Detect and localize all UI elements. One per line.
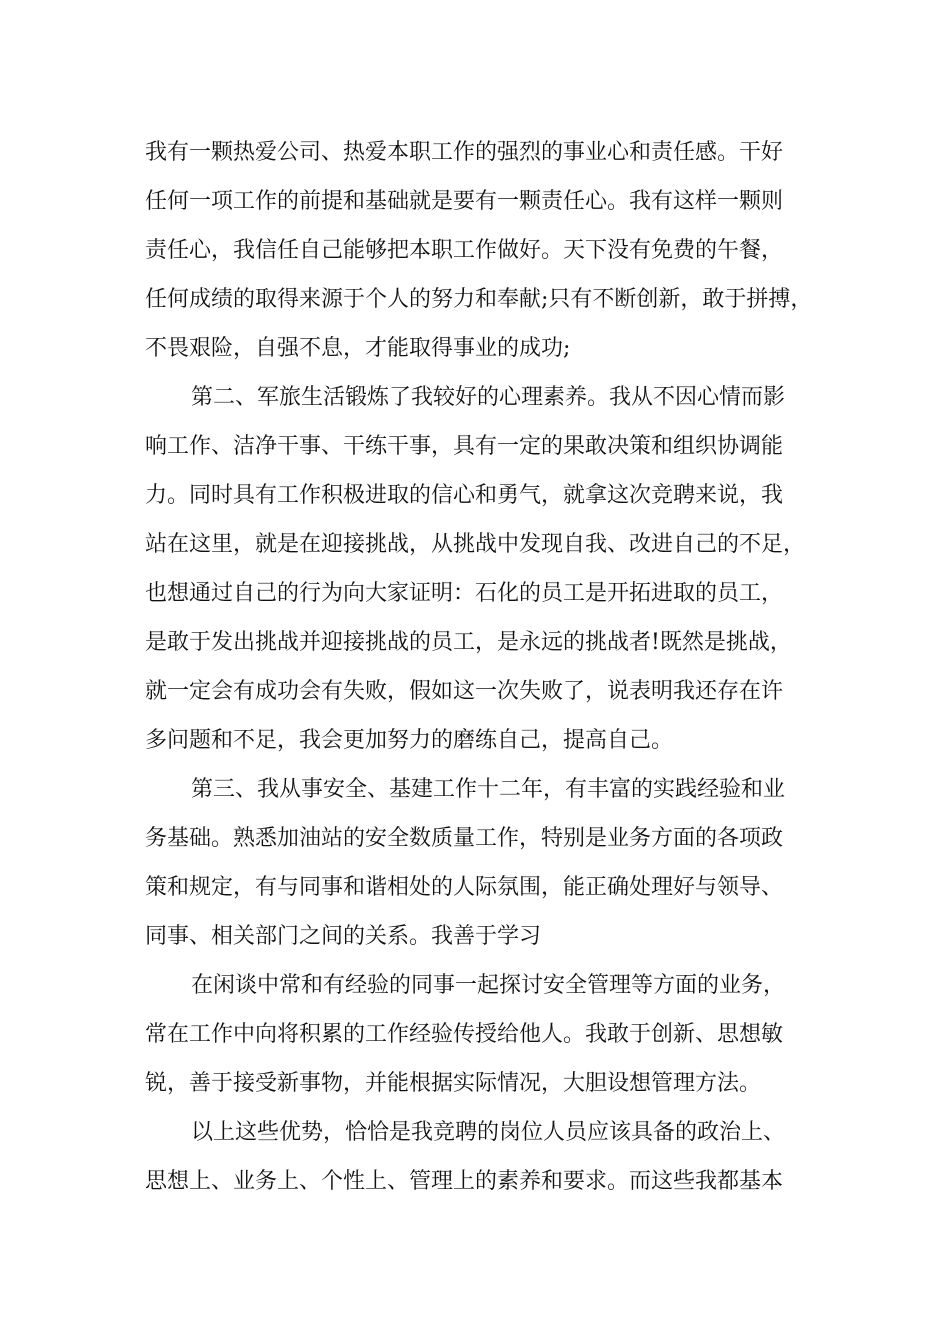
document-body (145, 128, 835, 1206)
text-line: 不畏艰险，自强不息，才能取得事业的成功; (145, 336, 571, 361)
text-line: 常在工作中向将积累的工作经验传授给他人。我敢于创新、思想敏 (145, 1022, 784, 1047)
paragraph-first-line: 第三、我从事安全、基建工作十二年，有丰富的实践经验和业 (191, 777, 786, 802)
text-line: 策和规定，有与同事和谐相处的人际氛围，能正确处理好与领导、 (145, 875, 784, 900)
text-line: 务基础。熟悉加油站的安全数质量工作，特别是业务方面的各项政 (145, 826, 784, 851)
text-line: 力。同时具有工作积极进取的信心和勇气，就拿这次竞聘来说，我 (145, 483, 784, 508)
text-line: 就一定会有成功会有失败，假如这一次失败了，说表明我还存在许 (145, 679, 784, 704)
text-line: 责任心，我信任自己能够把本职工作做好。天下没有免费的午餐， (145, 238, 784, 263)
text-line: 响工作、洁净干事、干练干事，具有一定的果敢决策和组织协调能 (145, 434, 784, 459)
text-line: 思想上、业务上、个性上、管理上的素养和要求。而这些我都基本 (145, 1169, 784, 1194)
text-line: 站在这里，就是在迎接挑战，从挑战中发现自我、改进自己的不足， (145, 532, 806, 557)
text-line: 同事、相关部门之间的关系。我善于学习 (145, 924, 542, 949)
paragraph-first-line: 第二、军旅生活锻炼了我较好的心理素养。我从不因心情而影 (191, 385, 786, 410)
text-line: 任何一项工作的前提和基础就是要有一颗责任心。我有这样一颗则 (145, 189, 784, 214)
text-line: 也想通过自己的行为向大家证明：石化的员工是开拓进取的员工， (145, 581, 784, 606)
text-line: 我有一颗热爱公司、热爱本职工作的强烈的事业心和责任感。干好 (145, 140, 784, 165)
paragraph-first-line: 以上这些优势，恰恰是我竞聘的岗位人员应该具备的政治上、 (191, 1120, 786, 1145)
text-line: 任何成绩的取得来源于个人的努力和奉献;只有不断创新，敢于拼搏， (145, 287, 813, 312)
text-line: 多问题和不足，我会更加努力的磨练自己，提高自己。 (145, 728, 674, 753)
paragraph-first-line: 在闲谈中常和有经验的同事一起探讨安全管理等方面的业务， (191, 973, 786, 998)
text-line: 是敢于发出挑战并迎接挑战的员工，是永远的挑战者!既然是挑战， (145, 630, 792, 655)
text-line: 锐，善于接受新事物，并能根据实际情况，大胆设想管理方法。 (145, 1071, 762, 1096)
